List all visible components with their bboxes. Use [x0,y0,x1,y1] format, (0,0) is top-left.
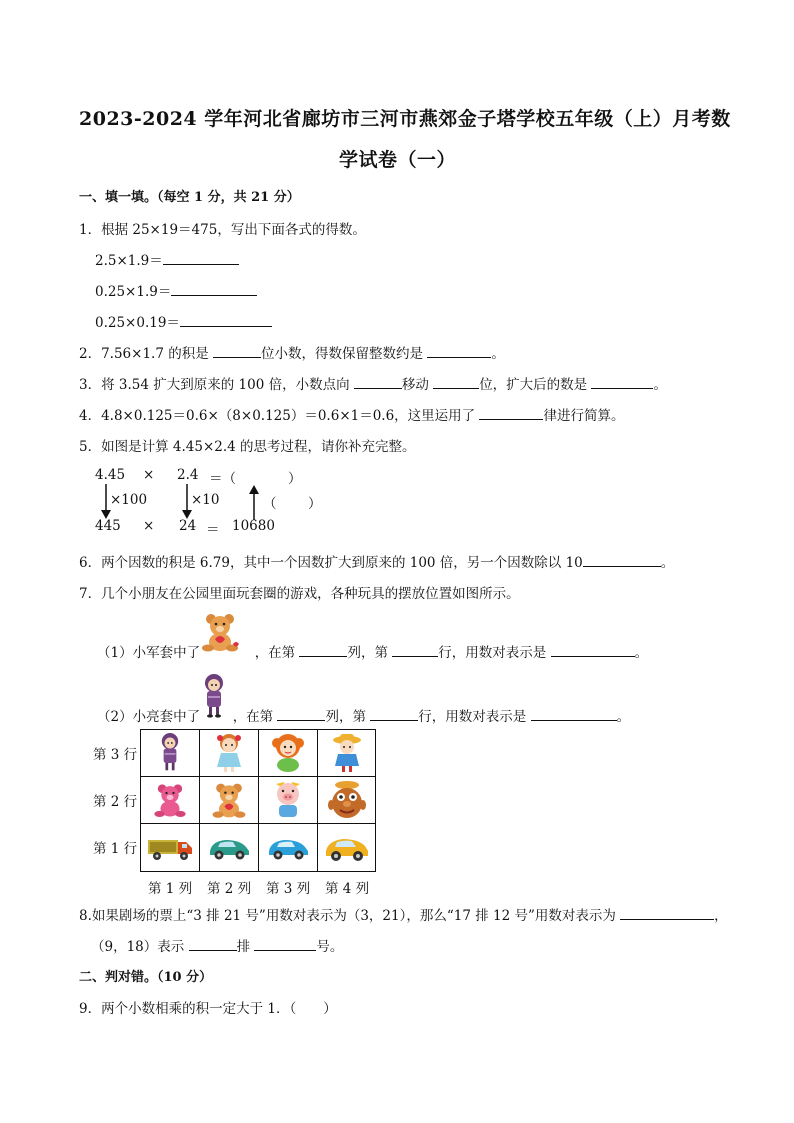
q3-p4: 。 [653,377,667,393]
q7-s1-blank1[interactable] [299,643,347,657]
q1-a-blank[interactable] [163,251,239,265]
row-label-2: 第 2 行 [93,794,138,810]
section1-heading: 一、填一填。（每空 1 分，共 21 分） [79,190,300,205]
teddy-bear-icon [208,781,250,819]
q1-b [95,280,257,300]
q4 [79,404,624,424]
q5-stem: 5．如图是计算 4.45×2.4 的思考过程，请你补充完整。 [79,439,416,455]
q1-a-text: 2.5×1.9＝ [95,253,163,269]
q7-s1-c: 列，第 [347,645,388,661]
q5-top-op: × [143,467,155,483]
q7-s2-e: 。 [616,709,631,725]
hat-doll-icon [330,733,364,773]
grid-cell-c1-r1[interactable] [141,824,200,871]
q8-blank3[interactable] [254,937,316,951]
q4-p1: 4．4.8×0.125＝0.6×（8×0.125）＝0.6×1＝0.6，这里运用了 [79,408,476,424]
row-label-1: 第 1 行 [93,841,138,857]
q1-b-text: 0.25×1.9＝ [95,284,172,300]
q3-p2: 移动 [401,377,429,393]
q7-s1-blank2[interactable] [392,643,438,657]
q2-p2: 位小数，得数保留整数约是 [261,346,424,362]
q7-s1-b: ，在第 [254,645,296,661]
arrow-up-icon [248,484,260,520]
q5-mid-paren-open: （ [263,496,277,512]
q7-s2 [97,705,630,725]
q3-blank2[interactable] [433,375,479,389]
grid-cell-c1-r3[interactable] [141,730,200,777]
q8-blank2[interactable] [189,937,237,951]
q4-p2: 律进行简算。 [543,408,625,424]
q1-b-blank[interactable] [171,282,257,296]
q7-s2-blank1[interactable] [277,707,325,721]
pig-toy-icon [270,780,306,820]
q2-blank2[interactable] [427,344,491,358]
col-label-2: 第 2 列 [207,881,252,897]
truck-icon [146,834,194,862]
q5-bot-a: 445 [95,518,121,534]
q5-mid-b: ×10 [191,492,220,508]
q5-bot-eq: ＝ [206,522,220,538]
red-hair-girl-icon [270,733,306,773]
page-title-line1: 2023-2024 学年河北省廊坊市三河市燕郊金子塔学校五年级（上）月考数 [79,108,731,130]
q8-p3: （9，18）表示 [91,939,185,955]
green-car-icon [206,835,252,861]
q2 [79,342,505,362]
q3-blank3[interactable] [591,375,653,389]
q7-s2-d: 行，用数对表示是 [418,709,527,725]
q5-top-eq: ＝（ [209,471,236,487]
q7-s1-a: （1）小军套中了 [97,645,201,661]
grid-cell-c3-r2[interactable] [259,777,318,824]
q3-p3: 位，扩大后的数是 [479,377,588,393]
q8-line1 [79,904,728,924]
col-label-4: 第 4 列 [325,881,370,897]
page-title-line2: 学试卷（一） [339,149,457,171]
q1-c-blank[interactable] [180,313,272,327]
grid-cell-c3-r3[interactable] [259,730,318,777]
blue-car-icon [265,835,311,861]
section2-heading: 二、判对错。（10 分） [79,970,213,985]
q1-c [95,311,272,331]
grid-cell-c1-r2[interactable] [141,777,200,824]
q5-bot-op: × [143,518,155,534]
q5-top-b: 2.4 [177,467,199,483]
toy-grid [140,729,376,872]
yellow-car-icon [323,833,371,863]
q3 [79,373,667,393]
q7-s1-blank3[interactable] [551,643,635,657]
q7-stem: 7．几个小朋友在公园里面玩套圈的游戏，各种玩具的摆放位置如图所示。 [79,586,520,602]
q8-line2 [91,935,343,955]
grid-cell-c4-r2[interactable] [318,777,376,824]
row-label-3: 第 3 行 [93,747,138,763]
q3-blank1[interactable] [354,375,402,389]
q5-bot-res: 10680 [232,518,275,534]
q8-blank1[interactable] [620,906,714,920]
q8-p2: ， [714,908,728,924]
q1-c-text: 0.25×0.19＝ [95,315,180,331]
q2-blank1[interactable] [213,344,261,358]
grid-cell-c2-r1[interactable] [200,824,259,871]
q7-s1-d: 行，用数对表示是 [438,645,547,661]
q8-p4: 排 [236,939,251,955]
q5-mid-paren-close: ） [308,496,322,512]
q8-p5: 号。 [316,939,344,955]
q1-stem: 1．根据 25×19＝475，写出下面各式的得数。 [79,222,366,238]
q8-p1: 8.如果剧场的票上“3 排 21 号”用数对表示为（3，21），那么“17 排 12 号”用数对表示为 [79,908,616,924]
pink-bear-icon [150,781,190,819]
q2-p1: 2．7.56×1.7 的积是 [79,346,209,362]
teddy-bear-icon [197,612,243,652]
q5-top-a: 4.45 [95,467,126,483]
potato-toy-icon [327,779,367,821]
q9: 9．两个小数相乘的积一定大于 1．（ ） [79,1001,337,1017]
q6-blank1[interactable] [583,553,661,567]
doll-icon [155,733,185,773]
q7-s2-blank3[interactable] [531,707,617,721]
q7-s2-b: ，在第 [232,709,274,725]
doll-icon [202,674,226,718]
grid-cell-c2-r2[interactable] [200,777,259,824]
q2-p3: 。 [491,346,505,362]
q4-blank1[interactable] [479,406,543,420]
girl-doll-icon [212,733,246,773]
q5-bot-b: 24 [179,518,197,534]
q6-p2: 。 [660,555,675,571]
q6 [79,551,674,571]
q1-a [95,249,239,269]
q7-s2-c: 列，第 [325,709,366,725]
grid-cell-c4-r1[interactable] [318,824,376,871]
q3-p1: 3．将 3.54 扩大到原来的 100 倍，小数点向 [79,377,350,393]
q7-s2-a: （2）小亮套中了 [97,709,201,725]
q5-top-close: ） [288,471,302,487]
q5-mid-a: ×100 [110,492,148,508]
q7-s1 [97,641,648,661]
q6-p1: 6．两个因数的积是 6.79，其中一个因数扩大到原来的 100 倍，另一个因数除以 10 [79,555,583,571]
grid-cell-c2-r3[interactable] [200,730,259,777]
q7-s1-e: 。 [634,645,649,661]
grid-cell-c4-r3[interactable] [318,730,376,777]
col-label-3: 第 3 列 [266,881,311,897]
q7-s2-blank2[interactable] [370,707,418,721]
grid-cell-c3-r1[interactable] [259,824,318,871]
col-label-1: 第 1 列 [148,881,193,897]
